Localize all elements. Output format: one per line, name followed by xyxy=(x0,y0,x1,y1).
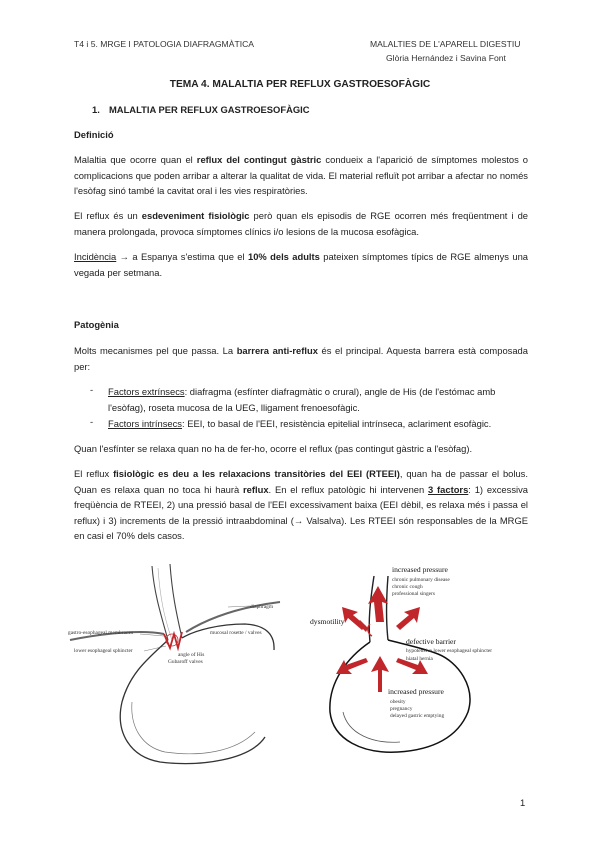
bullet-dash: - xyxy=(90,384,94,395)
bullet-item-extrinsic: Factors extrínsecs: diafragma (esfínter diafragmàtic o crural), angle de His (de l'estómac amb l'esòfag), roseta mucosa de la UEG, lligament frenoesofàgic. xyxy=(108,386,496,413)
section-heading: MALALTIA PER REFLUX GASTROESOFÀGIC xyxy=(109,104,310,115)
label-increased-pressure-top: increased pressure xyxy=(392,565,448,574)
definicio-paragraph-2: El reflux és un esdeveniment fisiològic però quan els episodis de RGE ocorren més freqüentment i de manera prolongada, provoca símptomes clínics i/o lesions de la mucosa esofàgica. xyxy=(74,210,529,237)
bottom-item: pregnancy xyxy=(390,706,413,712)
definicio-paragraph-3: Incidència → a Espanya s'estima que el 10% dels adults pateixen símptomes típics de RGE almenys una vegada per setmana. xyxy=(74,251,528,278)
definicio-paragraph-1: Malaltia que ocorre quan el reflux del contingut gàstric condueix a l'aparició de símptomes molestos o complicacions que poden arribar a alterar la qualitat de vida. El material refluït pot arribar a afectar no només l'esòfag sinó també la cavitat oral i les vies respiratòries. xyxy=(74,154,529,196)
label-diaphragm: diaphragm xyxy=(250,604,274,610)
bottom-item: delayed gastric emptying xyxy=(390,713,445,719)
anti-reflux-barrier-figure xyxy=(60,562,290,780)
patogenia-paragraph-3: El reflux fisiològic es deu a les relaxacions transitòries del EEI (RTEEI), quan ha de passar el bolus. Quan es relaxa quan no toca hi haurà reflux. En el reflux patològic hi intervenen 3 factors: 1) excessiva freqüència de RTEEI, 2) una pressió basal de l'EEI excessivament baixa (EEI dèbil, es relaxa més i passa el reflux) i 3) increments de la pressió intraabdominal (→ Valsalva). Les RTEEI són responsables de la MRGE en casi el 70% dels casos. xyxy=(74,468,528,541)
label-defective-barrier: defective barrier xyxy=(406,637,456,646)
section-number: 1. xyxy=(92,104,100,115)
top-item: chronic cough xyxy=(392,584,423,590)
bottom-item: obesity xyxy=(390,699,406,705)
bullet-item-intrinsic: Factors intrínsecs: EEI, to basal de l'EEI, resistència epitelial intrínseca, aclariment esofàgic. xyxy=(108,418,492,429)
bullet-dash: - xyxy=(90,416,94,427)
header-right: MALALTIES DE L'APARELL DIGESTIU xyxy=(370,39,521,49)
barrier-item: hiatal hernia xyxy=(406,656,433,662)
label-rosette: mucosal rosette / valves xyxy=(210,630,262,636)
page-title: TEMA 4. MALALTIA PER REFLUX GASTROESOFÀGIC xyxy=(169,79,431,90)
patogenia-heading: Patogènia xyxy=(74,319,119,330)
label-angle-his: angle of His xyxy=(178,652,205,658)
label-increased-pressure-bottom: increased pressure xyxy=(388,687,444,696)
label-dysmotility: dysmotility xyxy=(310,617,345,626)
barrier-item: hypotensive lower esophageal sphincter xyxy=(406,648,493,654)
top-item: professional singers xyxy=(392,591,435,597)
label-membranes: gastro-esophageal membranes xyxy=(68,630,134,636)
label-gubaroff: Gubaroff valves xyxy=(168,659,203,665)
patogenia-paragraph-2: Quan l'esfínter se relaxa quan no ha de fer-ho, ocorre el reflux (pas contingut gàstric a l'esòfag). xyxy=(74,443,473,454)
label-les: lower esophageal sphincter xyxy=(74,648,133,654)
header-authors: Glòria Hernández i Savina Font xyxy=(386,53,506,63)
page-number: 1 xyxy=(520,797,526,808)
top-item: chronic pulmonary disease xyxy=(392,577,450,583)
patogenia-paragraph-1: Molts mecanismes pel que passa. La barrera anti-reflux és el principal. Aquesta barrera està composada per: xyxy=(74,345,528,372)
header-left: T4 i 5. MRGE I PATOLOGIA DIAFRAGMÀTICA xyxy=(74,39,255,49)
definicio-heading: Definició xyxy=(74,129,114,140)
gerd-mechanisms-figure xyxy=(308,562,498,762)
